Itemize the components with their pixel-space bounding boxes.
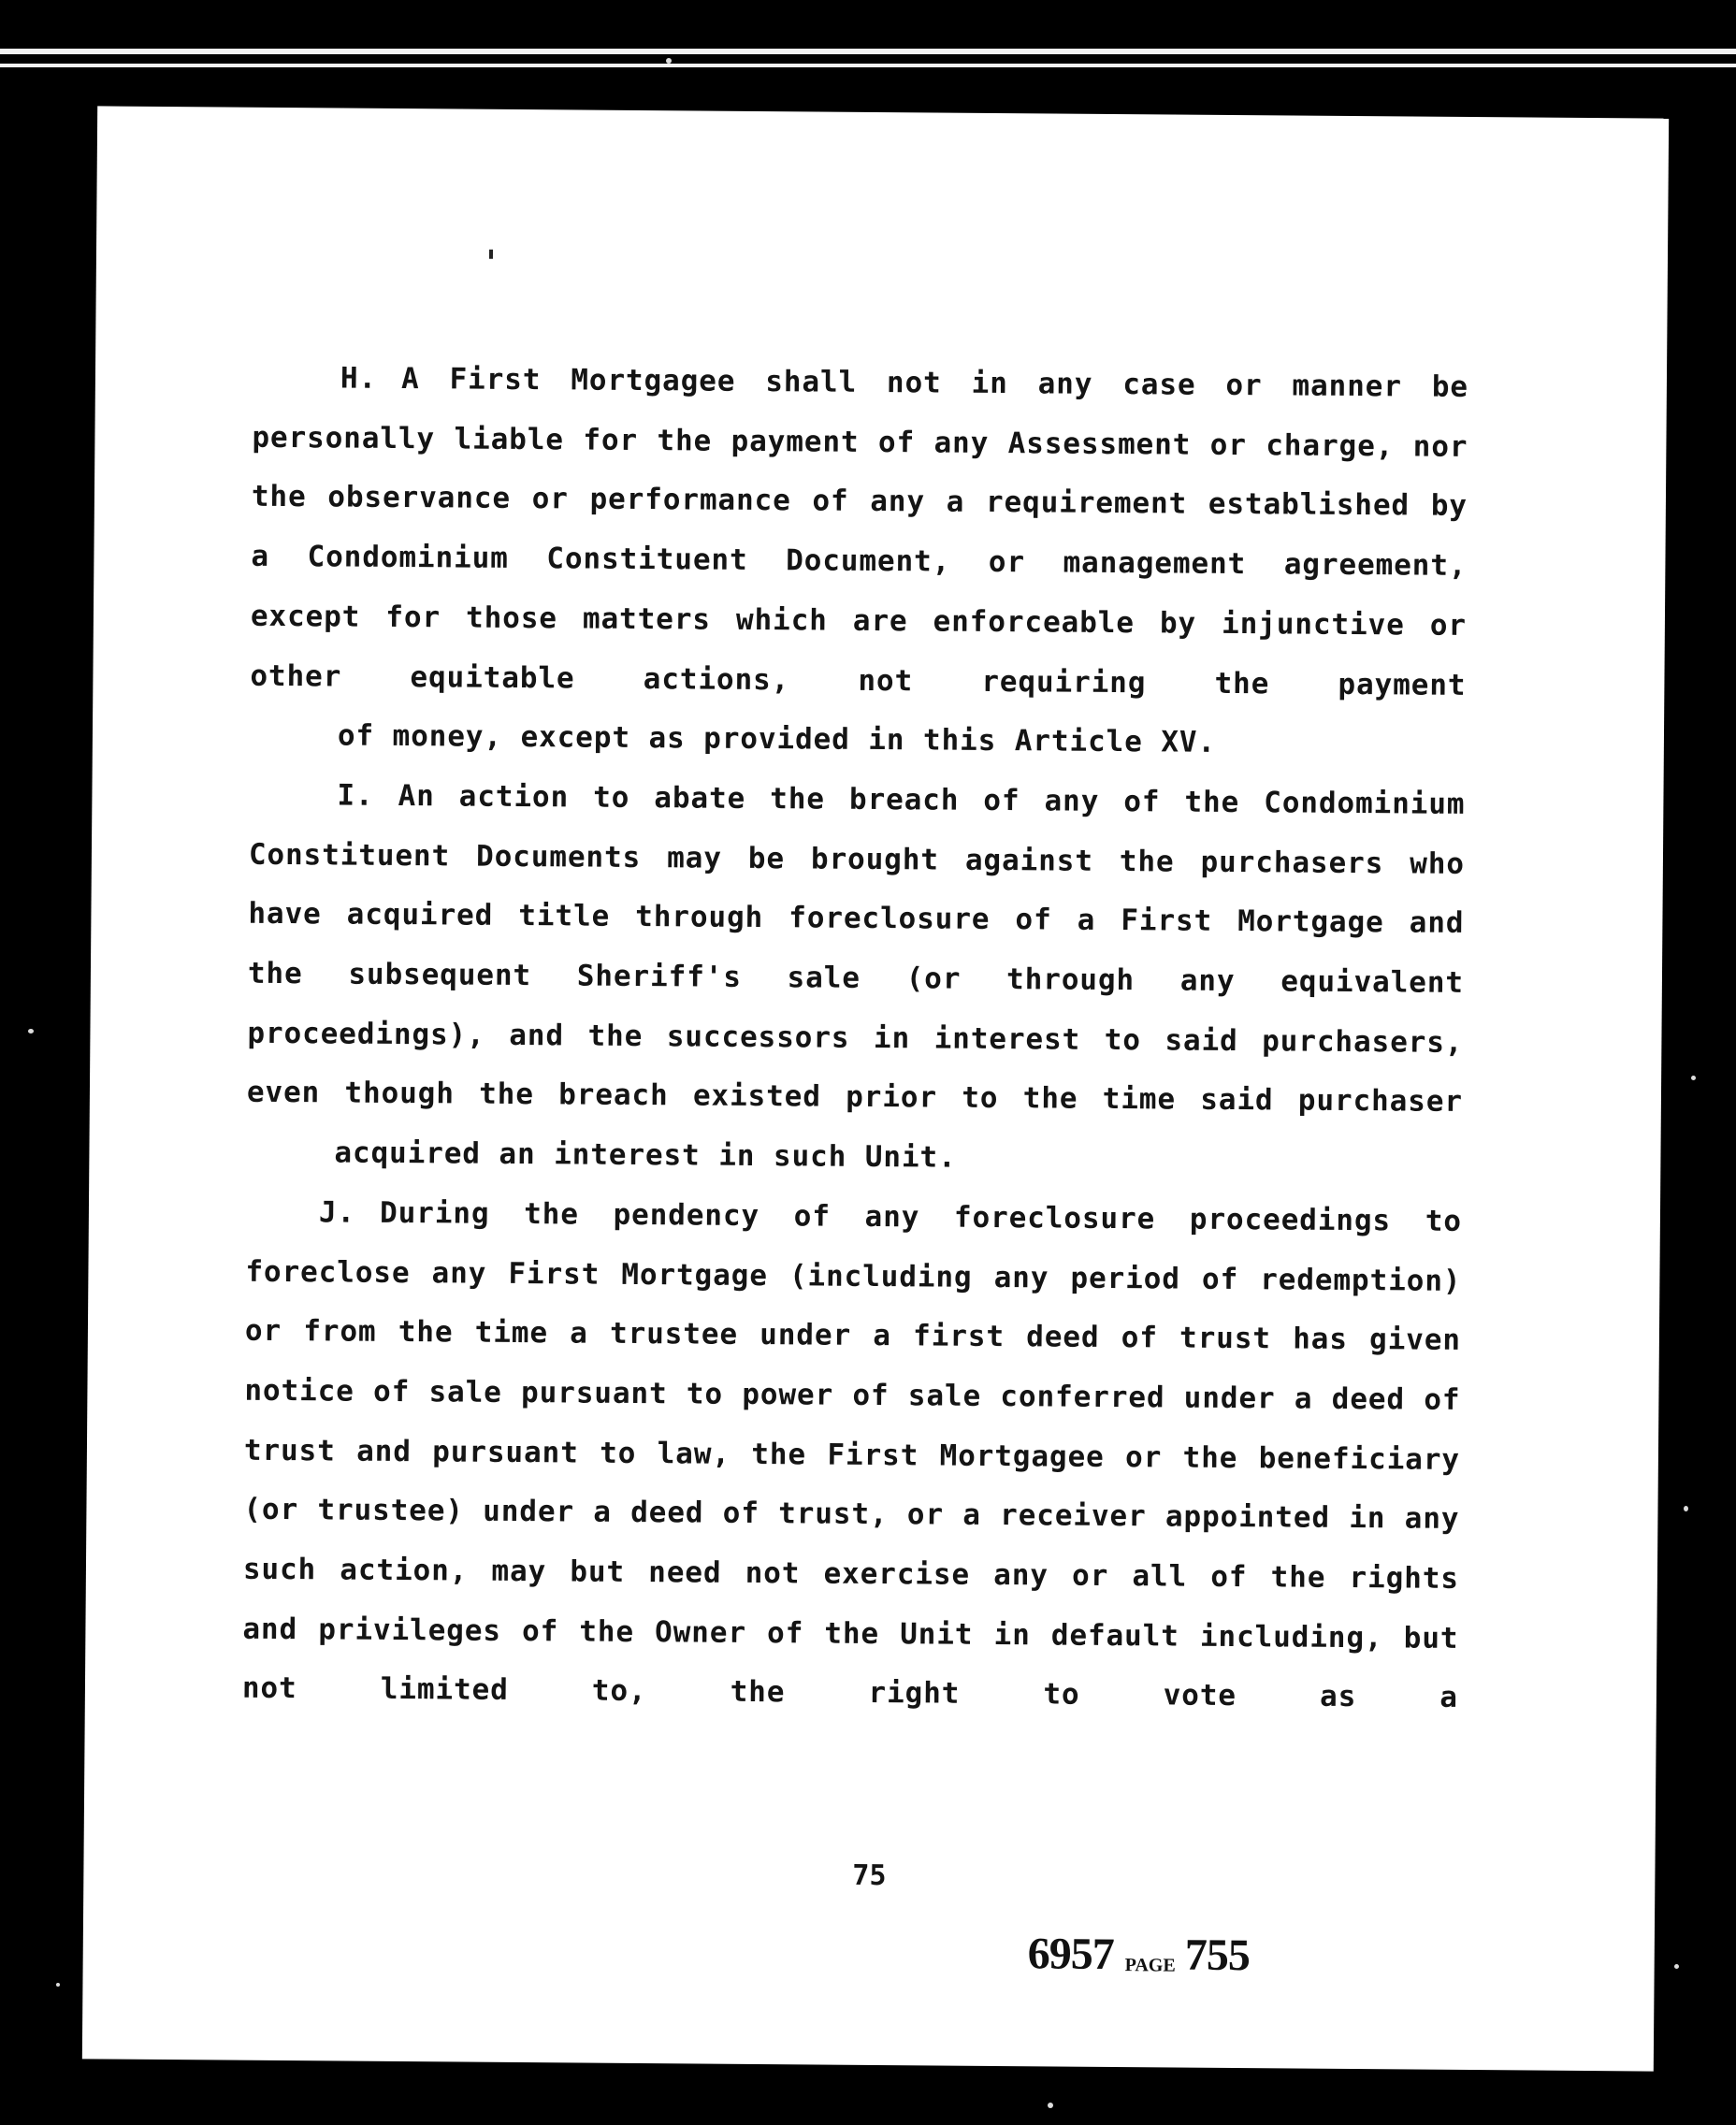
book-page-stamp [1028, 1928, 1251, 1981]
scan-speck [1691, 1076, 1696, 1080]
book-number: 6957 [1027, 1929, 1114, 1980]
paragraph-label: H. [340, 361, 378, 396]
book-page-label: PAGE [1124, 1954, 1176, 1976]
scan-speck [1674, 1964, 1679, 1969]
paragraph-text: During the pendency of any foreclosure proceedings to foreclose any First Mortgage (including any period of redemption) or from the time a trustee under a first deed of trust has given notice of sale pursuant to power of sale conferred under a deed of trust and pursuant to law, the First Mortgagee or the beneficiary (or trustee) under a deed of trust, or a receiver appointed in any such action, may but need not exercise any or all of the rights and privileges of the Owner of the Unit in default including, but not limited to, the right to vote as a [241, 1195, 1463, 1715]
paragraph-i [246, 766, 1465, 1193]
book-page-number: 755 [1184, 1930, 1251, 1981]
scan-mark [489, 250, 493, 259]
paragraph-last-line: of money, except as provided in this Article XV. [337, 718, 1217, 760]
scan-speck [666, 58, 672, 64]
paragraph-h [250, 349, 1468, 775]
paragraph-label: I. [337, 778, 374, 813]
page-number: 75 [852, 1858, 887, 1893]
scan-top-border-inner [0, 64, 1736, 67]
paragraph-text: An action to abate the breach of any of the Condominium Constituent Documents may be brought against the purchasers who have acquired title through foreclosure of a First Mortgage and the subsequent Sheriff's sale (or through any equivalent proceedings), and the successors in interest to said purchasers, even though the breach existed prior to the time said purchaser [246, 778, 1466, 1120]
paragraph-j [242, 1183, 1462, 1729]
document-page [82, 106, 1669, 2071]
scan-speck [28, 1029, 34, 1034]
document-body [242, 349, 1468, 1728]
paragraph-label: J. [318, 1195, 356, 1230]
paragraph-text: A First Mortgagee shall not in any case or manner be personally liable for the payment of any Assessment or charge, nor the observance or performance of any a requirement established by a Condominium Constituent Document, or management agreement, except for those matters which are enforceable by injunctive or other equitable actions, not requiring the payment [250, 361, 1469, 702]
scan-speck [1048, 2103, 1053, 2108]
scan-top-border [0, 49, 1736, 54]
paragraph-last-line: acquired an interest in such Unit. [334, 1135, 957, 1175]
scan-speck [1684, 1506, 1688, 1511]
scan-speck [56, 1983, 60, 1987]
